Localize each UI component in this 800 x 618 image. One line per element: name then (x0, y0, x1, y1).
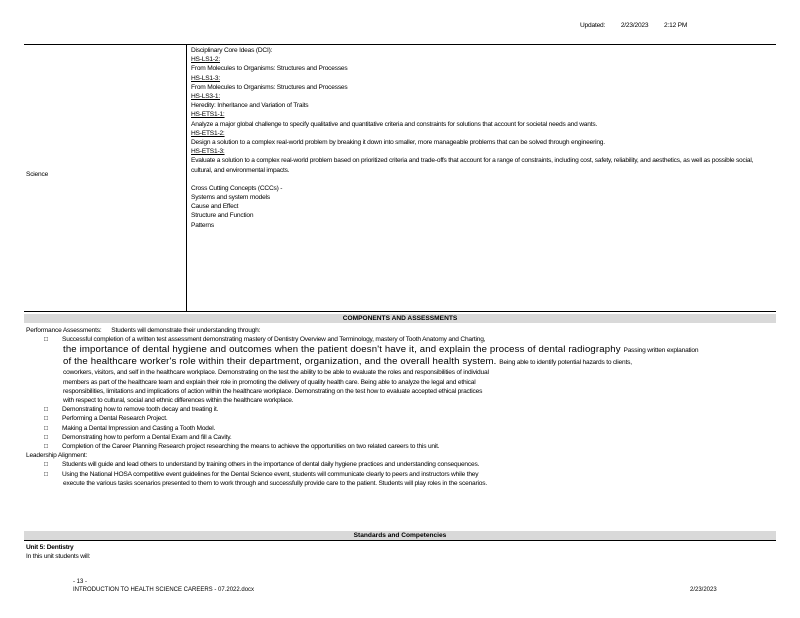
standard-text: From Molecules to Organisms: Structures and Processes (191, 83, 348, 91)
ccc-item: Cause and Effect (191, 203, 239, 211)
performance-intro: Students will demonstrate their understanding through: (111, 327, 261, 334)
standard-text: Evaluate a solution to a complex real-world problem based on prioritized criteria and trade-offs that account for a range of constraints, including cost, safety, reliability, and aesthetics, as well as possible social, cultural, and environmental impacts. (191, 157, 754, 174)
bullet-glyph: □ (44, 406, 48, 414)
leadership-label: Leadership Alignment: (26, 452, 88, 460)
bullet-glyph: □ (44, 443, 48, 451)
ccc-title: Cross Cutting Concepts (CCCs) - (191, 184, 283, 192)
updated-stamp (580, 21, 701, 30)
assessments-block (26, 326, 766, 488)
performance-label: Performance Assessments: (26, 327, 102, 334)
standard-code: HS-ETS1-2: (191, 129, 225, 137)
bullet-glyph: □ (44, 433, 48, 441)
standards-bottom-border (24, 540, 776, 541)
standard-code: HS-ETS1-1: (191, 111, 225, 119)
standards-title: Standards and Competencies (353, 532, 447, 539)
ccc-item: Structure and Function (191, 212, 254, 220)
document-name: INTRODUCTION TO HEALTH SCIENCE CAREERS - 07.2022.docx (73, 587, 255, 593)
bullet-text: Completion of the Career Planning Research project researching the means to achieve the opportunities on two related careers to this unit. (62, 443, 440, 451)
list-item (26, 433, 766, 442)
list-item (26, 424, 766, 433)
bullet-text: Using the National HOSA competitive event guidelines for the Dental Science event, students will communicate clearly to peers and instructors while they (62, 470, 479, 478)
updated-date: 2/23/2023 (620, 22, 649, 29)
bullet-text-large: the importance of dental hygiene and outcomes when the patient doesn't have it, and explain the process of dental radiography (63, 344, 621, 356)
bullet-text-large: of the healthcare worker's role within their department, organization, and the overall health system. (63, 356, 497, 368)
bullet-continuation: with respect to cultural, social and ethnic differences within the healthcare workplace. (63, 397, 294, 405)
bullet-glyph: □ (44, 470, 48, 478)
bullet-continuation (26, 344, 766, 356)
bullet-glyph: □ (44, 424, 48, 432)
bullet-continuation (26, 356, 766, 368)
bullet-continuation: coworkers, visitors, and self in the healthcare workplace. Demonstrating on the test the ability to be able to evaluate the roles and responsibilities of individual (63, 369, 489, 377)
standard-text: From Molecules to Organisms: Structures and Processes (191, 65, 348, 73)
table-top-border (24, 44, 776, 45)
bullet-text-tail: Being able to identify potential hazards to clients, (499, 359, 632, 367)
standard-code: HS-LS3-1: (191, 93, 220, 101)
science-column-divider (186, 44, 187, 312)
bullet-text: Successful completion of a written test assessment demonstrating mastery of Dentistry Overview and Terminology, mastery of Tooth Anatomy and Charting, (62, 336, 486, 344)
standard-code: HS-LS1-2: (191, 56, 220, 64)
components-header-band (24, 314, 776, 323)
standard-code: HS-ETS1-3: (191, 148, 225, 156)
list-item (26, 442, 766, 451)
bullet-text: Performing a Dental Research Project. (62, 415, 168, 423)
bullet-glyph: □ (44, 461, 48, 469)
list-item (26, 335, 766, 344)
standard-text: Design a solution to a complex real-world problem by breaking it down into smaller, more manageable problems that can be solved through engineering. (191, 139, 605, 147)
bullet-text: Making a Dental Impression and Casting a Tooth Model. (62, 424, 216, 432)
list-item (26, 470, 766, 479)
updated-label: Updated: (580, 22, 606, 29)
standard-text: Heredity: Inheritance and Variation of Traits (191, 102, 309, 110)
bullet-continuation: execute the various tasks scenarios presented to them to work through and successfully provide care to the patient. Students will play roles in the scenarios. (63, 479, 487, 487)
footer-left (73, 578, 254, 594)
dci-title: Disciplinary Core Ideas (DCI): (191, 47, 273, 54)
unit-block (26, 543, 90, 561)
ccc-item: Patterns (191, 221, 214, 229)
bullet-glyph: □ (44, 336, 48, 344)
dci-block (191, 46, 766, 230)
bullet-continuation: responsibilities, limitations and implications of action within the healthcare workplace. Demonstrating on the test how to evaluate accepted ethical practices (63, 387, 483, 395)
performance-heading (26, 326, 766, 335)
footer-date: 2/23/2023 (690, 587, 717, 593)
list-item (26, 460, 766, 469)
page-number: - 13 - (73, 579, 88, 585)
updated-time: 2:12 PM (664, 22, 688, 29)
bullet-text: Demonstrating how to remove tooth decay and treating it. (62, 406, 219, 414)
bullet-text: Students will guide and lead others to understand by training others in the importance of dental daily hygiene practices and understanding consequences. (62, 461, 480, 469)
science-label: Science (26, 171, 49, 178)
standard-text: Analyze a major global challenge to specify qualitative and quantitative criteria and constraints for solutions that account for societal needs and wants. (191, 120, 598, 128)
list-item (26, 414, 766, 423)
list-item (26, 405, 766, 414)
unit-title: Unit 5: Dentistry (26, 544, 74, 551)
standard-code: HS-LS1-3: (191, 74, 220, 82)
standards-header-band (24, 531, 776, 540)
components-title: COMPONENTS AND ASSESSMENTS (342, 315, 458, 322)
unit-intro: In this unit students will: (26, 553, 91, 561)
bullet-text-tail: Passing written explanation (623, 347, 699, 355)
ccc-item: Systems and system models (191, 194, 270, 202)
science-row-border (24, 311, 776, 312)
bullet-continuation: members as part of the healthcare team and explain their role in promoting the delivery of quality health care. Being able to analyze the legal and ethical (63, 378, 476, 386)
bullet-text: Demonstrating how to perform a Dental Exam and fill a Cavity. (62, 433, 232, 441)
bullet-glyph: □ (44, 415, 48, 423)
